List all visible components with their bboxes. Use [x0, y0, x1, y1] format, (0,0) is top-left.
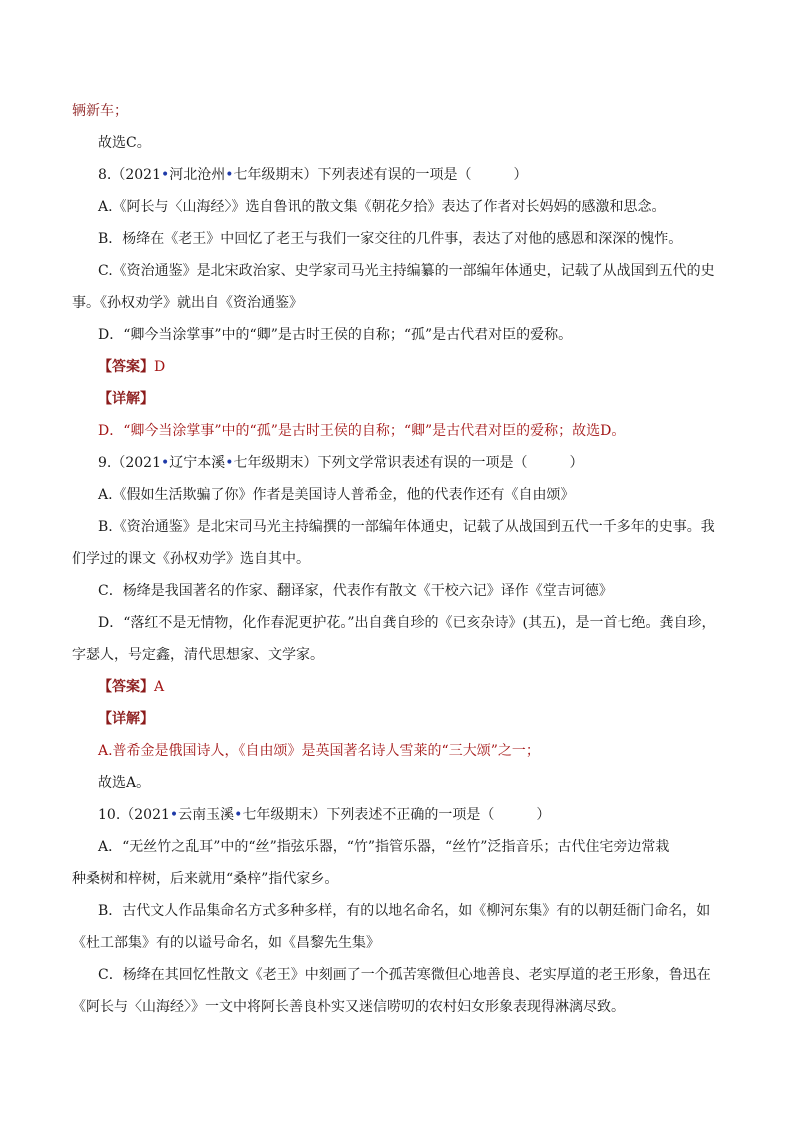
answer-value: A — [154, 679, 165, 695]
separator-dot: • — [225, 455, 234, 471]
option-d: D．“落红不是无情物，化作春泥更护花。”出自龚自珍的《已亥杂诗》(其五)，是一首七绝。龚自珍， — [98, 615, 716, 631]
explanation-label: 【详解】 — [98, 391, 154, 407]
option-a-continued: 种桑树和梓树，后来就用“桑梓”指代家乡。 — [72, 871, 339, 887]
question-stem: 七年级期末）下列表述有误的一项是（ ） — [233, 167, 528, 183]
question-stem: 七年级期末）下列表述不正确的一项是（ ） — [242, 807, 551, 823]
question-stem: 七年级期末）下列文学常识表述有误的一项是（ ） — [233, 455, 584, 471]
text-line: 故选C。 — [98, 135, 151, 151]
question-number: 8.（2021 — [98, 167, 161, 183]
separator-dot: • — [161, 167, 170, 183]
question-number: 10.（2021 — [98, 807, 170, 823]
question-source: 辽宁本溪 — [169, 455, 226, 471]
option-c-continued: 事。《孙权劝学》就出自《资治通鉴》 — [72, 295, 303, 311]
option-c: C．杨绛在其回忆性散文《老王》中刻画了一个孤苦寒微但心地善良、老实厚道的老王形象，鲁迅在 — [98, 967, 711, 983]
separator-dot: • — [169, 807, 179, 823]
question-source: 河北沧州 — [169, 167, 226, 183]
explanation-text: D．“卿今当涂掌事”中的“孤”是古时王侯的自称；“卿”是古代君对臣的爱称；故选D。 — [98, 423, 626, 439]
question-9-header — [98, 454, 584, 472]
option-a: A.《假如生活欺骗了你》作者是美国诗人普希金，他的代表作还有《自由颂》 — [98, 487, 575, 503]
text-line: 辆新车； — [72, 103, 128, 119]
answer-line — [98, 678, 164, 696]
text-line: 故选A。 — [98, 775, 151, 791]
option-d-continued: 字瑟人，号定鑫，清代思想家、文学家。 — [72, 647, 324, 663]
option-b: B.《资治通鉴》是北宋司马光主持编撰的一部编年体通史，记载了从战国到五代一千多年的史事。我 — [98, 519, 715, 535]
option-b-continued: 《杜工部集》有的以谥号命名，如《昌黎先生集》 — [72, 935, 380, 951]
option-b: B．古代文人作品集命名方式多种多样，有的以地名命名，如《柳河东集》有的以朝廷衙门命名，如 — [98, 903, 711, 919]
separator-dot: • — [234, 807, 243, 823]
separator-dot: • — [225, 167, 234, 183]
question-source: 云南玉溪 — [178, 807, 235, 823]
separator-dot: • — [161, 455, 170, 471]
option-b: B．杨绛在《老王》中回忆了老王与我们一家交往的几件事，表达了对他的感恩和深深的愧怍。 — [98, 231, 683, 247]
explanation-label: 【详解】 — [98, 711, 154, 727]
answer-value: D — [154, 359, 166, 375]
option-c: C．杨绛是我国著名的作家、翻译家，代表作有散文《干校六记》译作《堂吉诃德》 — [98, 583, 613, 599]
option-d: D．“卿今当涂掌事”中的“卿”是古时王侯的自称；“孤”是古代君对臣的爱称。 — [98, 327, 573, 343]
answer-label: 【答案】 — [98, 359, 154, 375]
question-10-header — [98, 806, 550, 824]
option-b-continued: 们学过的课文《孙权劝学》选自其中。 — [72, 551, 310, 567]
option-c-continued: 《阿长与〈山海经〉》一文中将阿长善良朴实又迷信唠叨的农村妇女形象表现得淋漓尽致。 — [72, 999, 625, 1015]
option-a: A．“无丝竹之乱耳”中的“丝”指弦乐器，“竹”指管乐器，“丝竹”泛指音乐；古代住宅旁边常栽 — [98, 839, 670, 855]
question-8-header — [98, 166, 528, 184]
explanation-text: A.普希金是俄国诗人，《自由颂》是英国著名诗人雪莱的“三大颂”之一； — [98, 743, 540, 759]
option-a: A.《阿长与〈山海经〉》选自鲁讯的散文集《朝花夕拾》表达了作者对长妈妈的感激和思念。 — [98, 199, 666, 215]
option-c: C.《资治通鉴》是北宋政治家、史学家司马光主持编纂的一部编年体通史，记载了从战国到五代的史 — [98, 263, 715, 279]
answer-line — [98, 358, 165, 376]
answer-label: 【答案】 — [98, 679, 154, 695]
question-number: 9.（2021 — [98, 455, 161, 471]
